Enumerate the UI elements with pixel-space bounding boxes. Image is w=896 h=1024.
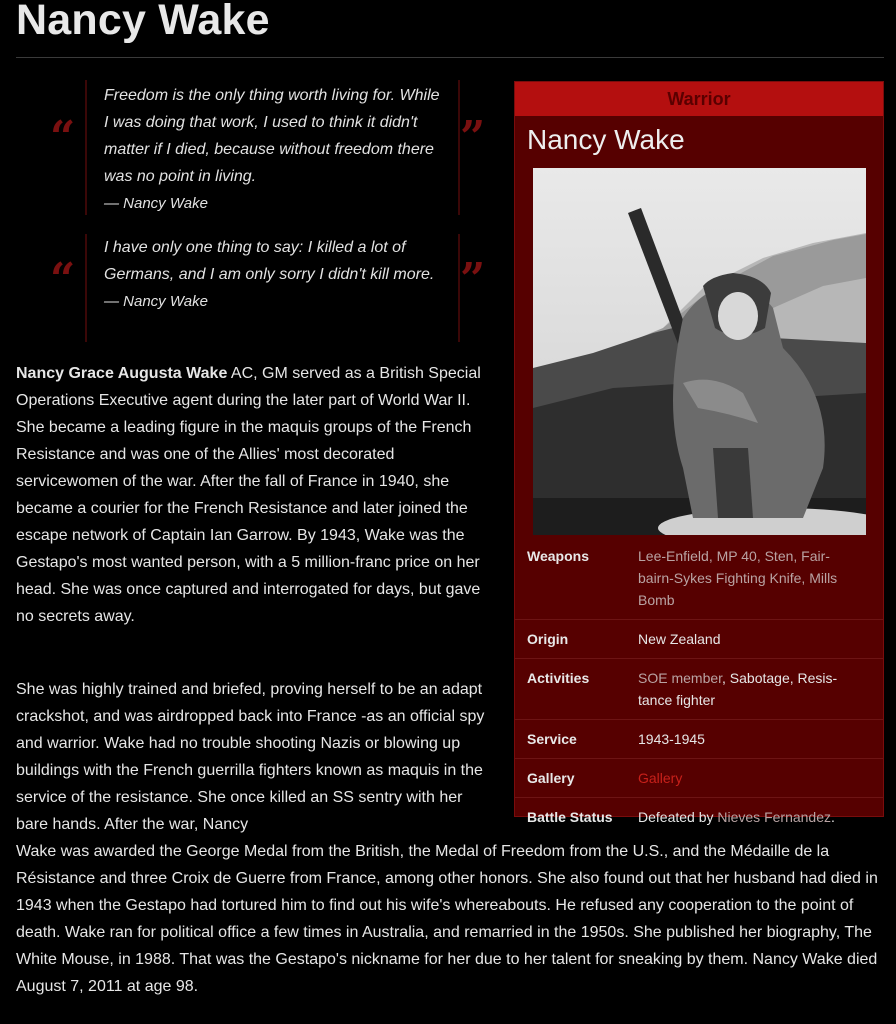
bio-text: AC, GM served as a British Special Operations Executive agent during the later part of World War II. She became a leading figure in the maquis groups of the French Resistance and was one of the Allies' most decorated servicewomen of the war. After the fall of France in 1940, she became a courier for the French Resistance and later joined the escape network of Captain Ian Garrow. By 1943, Wake was the Gestapo's most wanted person, with a 5 million-franc price on her head. She was once captured and interrogated for days, but gave no secrets away. xyxy=(16,365,481,625)
open-quote-icon: “ xyxy=(50,254,76,305)
service-label: Service xyxy=(527,731,577,747)
infobox-row-origin xyxy=(515,619,883,658)
quote-author: — Nancy Wake xyxy=(104,195,208,212)
infobox-row-activities xyxy=(515,658,883,719)
infobox-header: Warrior xyxy=(515,82,883,116)
quote-block-1 xyxy=(50,80,486,218)
battle-status-suffix: . xyxy=(831,809,835,825)
soe-member-link[interactable]: SOE member xyxy=(638,670,723,686)
quote-block-2 xyxy=(50,234,486,344)
infobox-row-service xyxy=(515,719,883,758)
quote-body: Freedom is the only thing worth living for. While I was doing that work, I used to think it didn't matter if I died, because without freedom there was no point in living. xyxy=(104,87,440,185)
infobox-row-weapons xyxy=(515,537,883,619)
infobox-row-battle-status xyxy=(515,797,883,836)
quote-bar-left xyxy=(85,234,87,342)
battle-status-value xyxy=(638,806,863,828)
activities-label: Activities xyxy=(527,670,590,686)
infobox-name: Nancy Wake xyxy=(527,124,685,155)
close-quote-icon: ” xyxy=(460,254,486,305)
infobox-rows xyxy=(515,537,883,836)
bio-text-narrow: She was highly trained and briefed, proving herself to be an adapt crackshot, and was airdropped back into France -as an official spy and warrior. Wake had no trouble shooting Nazis or blowing up buildings with the French guerrilla fighters known as maquis in the service of the resistance. She once killed an SS sentry with her bare hands. After the war, Nancy xyxy=(16,681,485,833)
title-divider xyxy=(16,57,884,58)
infobox xyxy=(514,81,884,825)
quote-text xyxy=(104,234,444,315)
bio-name: Nancy Grace Augusta Wake xyxy=(16,365,228,382)
origin-label: Origin xyxy=(527,631,569,647)
gallery-link[interactable]: Gallery xyxy=(638,770,683,786)
page-title: Nancy Wake xyxy=(16,0,270,44)
quote-bar-left xyxy=(85,80,87,215)
origin-value: New Zealand xyxy=(638,631,721,647)
open-quote-icon: “ xyxy=(50,112,76,163)
gallery-label: Gallery xyxy=(527,770,575,786)
service-value: 1943-1945 xyxy=(638,731,705,747)
weapons-value[interactable]: Lee-Enfield, MP 40, Sten, Fair-bairn-Sykes Fighting Knife, Mills Bomb xyxy=(638,548,838,608)
close-quote-icon: ” xyxy=(460,112,486,163)
quote-author: — Nancy Wake xyxy=(104,293,208,310)
battle-status-prefix: Defeated by xyxy=(638,809,718,825)
portrait-image xyxy=(533,168,866,535)
nieves-fernandez-link[interactable]: Nieves Fernandez xyxy=(717,809,832,825)
bio-text-wide: Wake was awarded the George Medal from the British, the Medal of Freedom from the U.S., and the Médaille de la Résistance and three Croix de Guerre from France, among other honors. She also found out that her husband had died in 1943 when the Gestapo had tortured him to find out his wife's whereabouts. He refused any cooperation to the point of death. Wake ran for political office a few times in Australia, and remarried in the 1950s. She published her biography, The White Mouse, in 1988. That was the Gestapo's nickname for her due to her talent for sneaking by them. Nancy Wake died August 7, 2011 at age 98. xyxy=(16,843,878,995)
activities-rest: , Sabotage, Resis-tance fighter xyxy=(638,670,838,708)
bio-paragraph-1 xyxy=(16,360,498,630)
portrait-photo[interactable] xyxy=(533,168,866,535)
battle-status-label: Battle Status xyxy=(527,809,613,825)
quote-body: I have only one thing to say: I killed a lot of Germans, and I am only sorry I didn't kill more. xyxy=(104,239,435,283)
weapons-label: Weapons xyxy=(527,548,589,564)
activities-value xyxy=(638,667,863,711)
infobox-row-gallery xyxy=(515,758,883,797)
quote-text xyxy=(104,82,444,217)
